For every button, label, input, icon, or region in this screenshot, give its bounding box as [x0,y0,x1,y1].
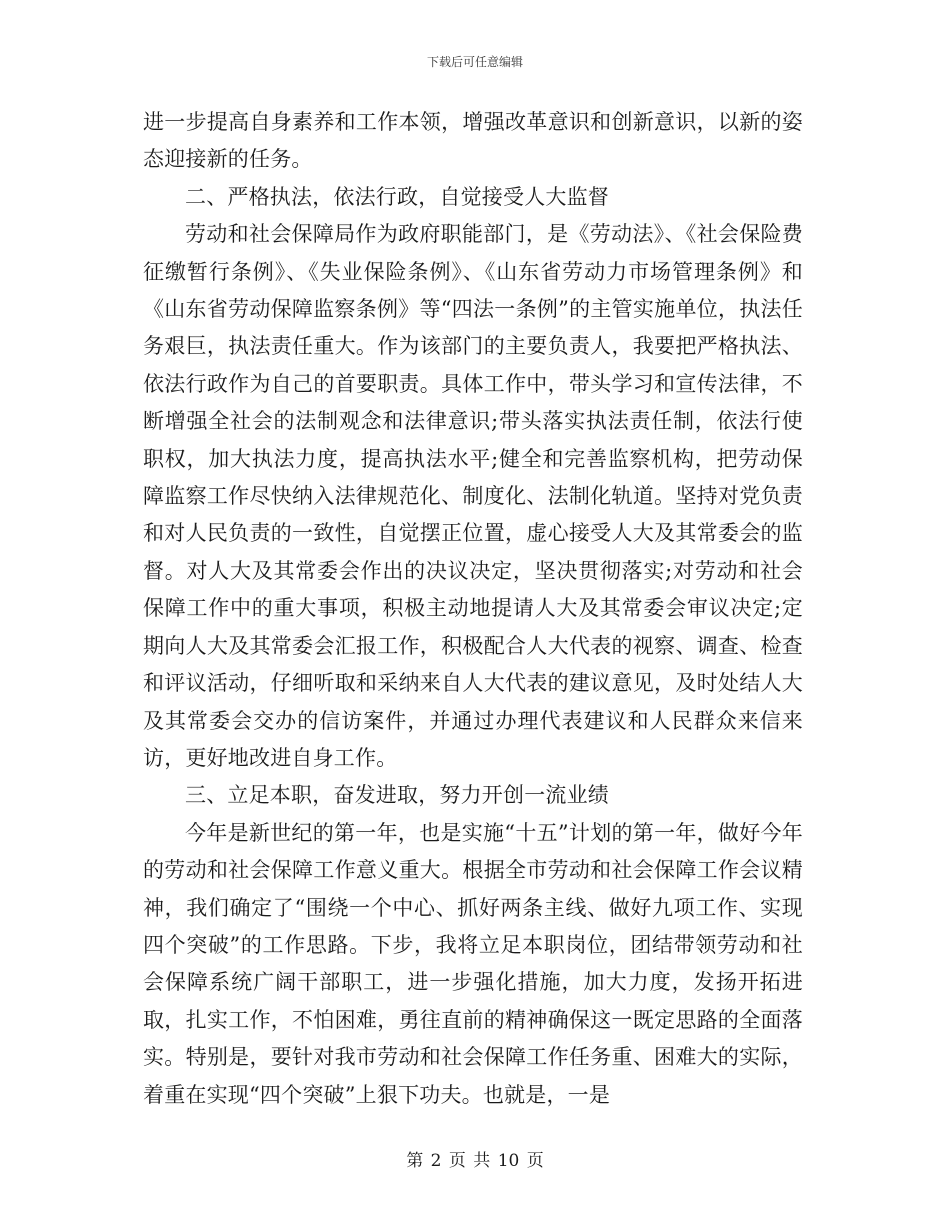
page-footer: 第 2 页 共 10 页 [406,1151,544,1171]
document-body [143,104,803,1114]
section-heading-3: 三、立足本职，奋发进取，努力开创一流业绩 [185,783,609,808]
paragraph: 劳动和社会保障局作为政府职能部门，是《劳动法》、《社会保险费征缴暂行条例》、《失业保险条例》、《山东省劳动力市场管理条例》和《山东省劳动保障监察条例》等“四法一条例”的主管实施单位，执法任务艰巨，执法责任重大。作为该部门的主要负责人，我要把严格执法、依法行政作为自己的首要职责。具体工作中，带头学习和宣传法律，不断增强全社会的法制观念和法律意识;带头落实执法责任制，依法行使职权，加大执法力度，提高执法水平;健全和完善监察机构，把劳动保障监察工作尽快纳入法律规范化、制度化、法制化轨道。坚持对党负责和对人民负责的一致性，自觉摆正位置，虚心接受人大及其常委会的监督。对人大及其常委会作出的决议决定，坚决贯彻落实;对劳动和社会保障工作中的重大事项，积极主动地提请人大及其常委会审议决定;定期向人大及其常委会汇报工作，积极配合人大代表的视察、调查、检查和评议活动，仔细听取和采纳来自人大代表的建议意见，及时处结人大及其常委会交办的信访案件，并通过办理代表建议和人民群众来信来访，更好地改进自身工作。 [143,222,803,770]
paragraph-continuation: 进一步提高自身素养和工作本领，增强改革意识和创新意识，以新的姿态迎接新的任务。 [143,110,803,172]
header-note: 下载后可任意编辑 [426,55,523,69]
paragraph: 今年是新世纪的第一年，也是实施“十五”计划的第一年，做好今年的劳动和社会保障工作意义重大。根据全市劳动和社会保障工作会议精神，我们确定了“围绕一个中心、抓好两条主线、做好九项工作、实现四个突破”的工作思路。下步，我将立足本职岗位，团结带领劳动和社会保障系统广阔干部职工，进一步强化措施，加大力度，发扬开拓进取，扎实工作，不怕困难，勇往直前的精神确保这一既定思路的全面落实。特别是，要针对我市劳动和社会保障工作任务重、困难大的实际，着重在实现“四个突破”上狠下功夫。也就是，一是 [143,820,803,1107]
section-heading-2: 二、严格执法，依法行政，自觉接受人大监督 [185,184,609,209]
